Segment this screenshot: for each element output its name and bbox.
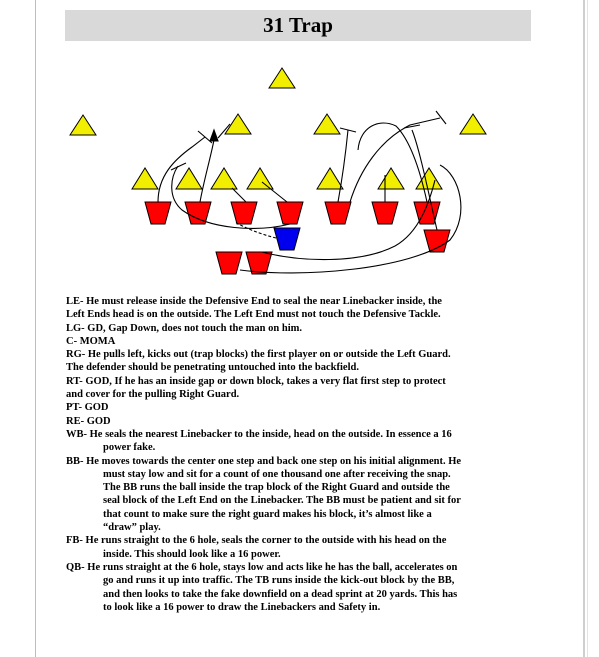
defender-linebacker-right	[314, 114, 340, 134]
defender-line-1	[132, 168, 158, 189]
defender-corner-right	[460, 114, 486, 134]
route-left-guard	[200, 140, 214, 202]
defender-line-6	[378, 168, 404, 189]
note-line: WB- He seals the nearest Linebacker to the inside, head on the outside. In essence a 16	[66, 428, 452, 440]
note-line: go and runs it up into traffic. The TB runs inside the kick-out block by the BB,	[103, 575, 455, 587]
offense-back-1	[216, 252, 242, 274]
arrow-head-lg	[210, 130, 218, 141]
note-line: RG- He pulls left, kicks out (trap blocks) the first player on or outside the Left Guard.	[66, 349, 451, 361]
note-line: must stay low and sit for a count of one thousand one after receiving the snap.	[103, 468, 451, 480]
note-line: Left Ends head is on the outside. The Left End must not touch the Defensive Tackle.	[66, 309, 441, 321]
note-line: RT- GOD, If he has an inside gap or down block, takes a very flat first step to protect	[66, 375, 446, 387]
offense-left-guard	[231, 202, 257, 224]
defender-linebacker-left	[225, 114, 251, 134]
block-left-guard	[232, 188, 246, 202]
page-title: 31 Trap	[263, 13, 333, 37]
play-notes	[66, 295, 536, 614]
block-center	[262, 182, 287, 202]
route-left-end	[158, 137, 205, 202]
offense-left-end	[145, 202, 171, 224]
block-mark-down	[436, 111, 446, 124]
note-line: BB- He moves towards the center one step and back one step on his initial alignment. He	[66, 455, 462, 467]
note-line: RE- GOD	[66, 415, 111, 427]
offense-left-tackle	[185, 202, 211, 224]
note-line: FB- He runs straight to the 6 hole, seals the corner to the outside with his head on the	[66, 535, 447, 547]
offense-wingback	[424, 230, 450, 252]
note-line: LE- He must release inside the Defensive End to seal the near Linebacker inside, the	[66, 296, 442, 307]
defender-line-7	[416, 168, 442, 189]
route-right-tackle	[338, 130, 348, 202]
defender-line-3	[211, 168, 237, 189]
note-line: The BB runs the ball inside the trap block of the Right Guard and outside the	[103, 482, 450, 494]
note-line: seal block of the Left End on the Linebacker. The BB must be patient and sit for	[103, 495, 461, 507]
offense-right-tackle	[325, 202, 351, 224]
note-line: power fake.	[103, 442, 156, 454]
note-line: to look like a 16 power to draw the Linebackers and Safety in.	[103, 601, 381, 613]
offense-center	[274, 228, 300, 250]
note-line: PT- GOD	[66, 402, 109, 414]
note-line: that count to make sure the right guard makes his block, it’s almost like a	[103, 508, 432, 520]
title-bar	[65, 10, 531, 41]
defender-line-5	[317, 168, 343, 189]
note-line: and cover for the pulling Right Guard.	[66, 389, 240, 401]
offense-power-tackle	[372, 202, 398, 224]
note-line: The defender should be penetrating untouched into the backfield.	[66, 362, 359, 374]
note-line: C- MOMA	[66, 335, 116, 347]
note-line: LG- GD, Gap Down, does not touch the man on him.	[66, 322, 302, 334]
play-diagram	[0, 45, 599, 285]
defender-corner-left	[70, 115, 96, 135]
defender-line-4	[247, 168, 273, 189]
defender-line-2	[176, 168, 202, 189]
offense-right-guard	[277, 202, 303, 224]
note-line: “draw” play.	[103, 522, 161, 534]
note-line: and then looks to take the fake downfield on a dead sprint at 20 yards. This has	[103, 588, 458, 600]
note-line: inside. This should look like a 16 power.	[103, 548, 281, 560]
defender-safety	[269, 68, 295, 88]
note-line: QB- He runs straight at the 6 hole, stays low and acts like he has the ball, accelerates on	[66, 561, 458, 573]
